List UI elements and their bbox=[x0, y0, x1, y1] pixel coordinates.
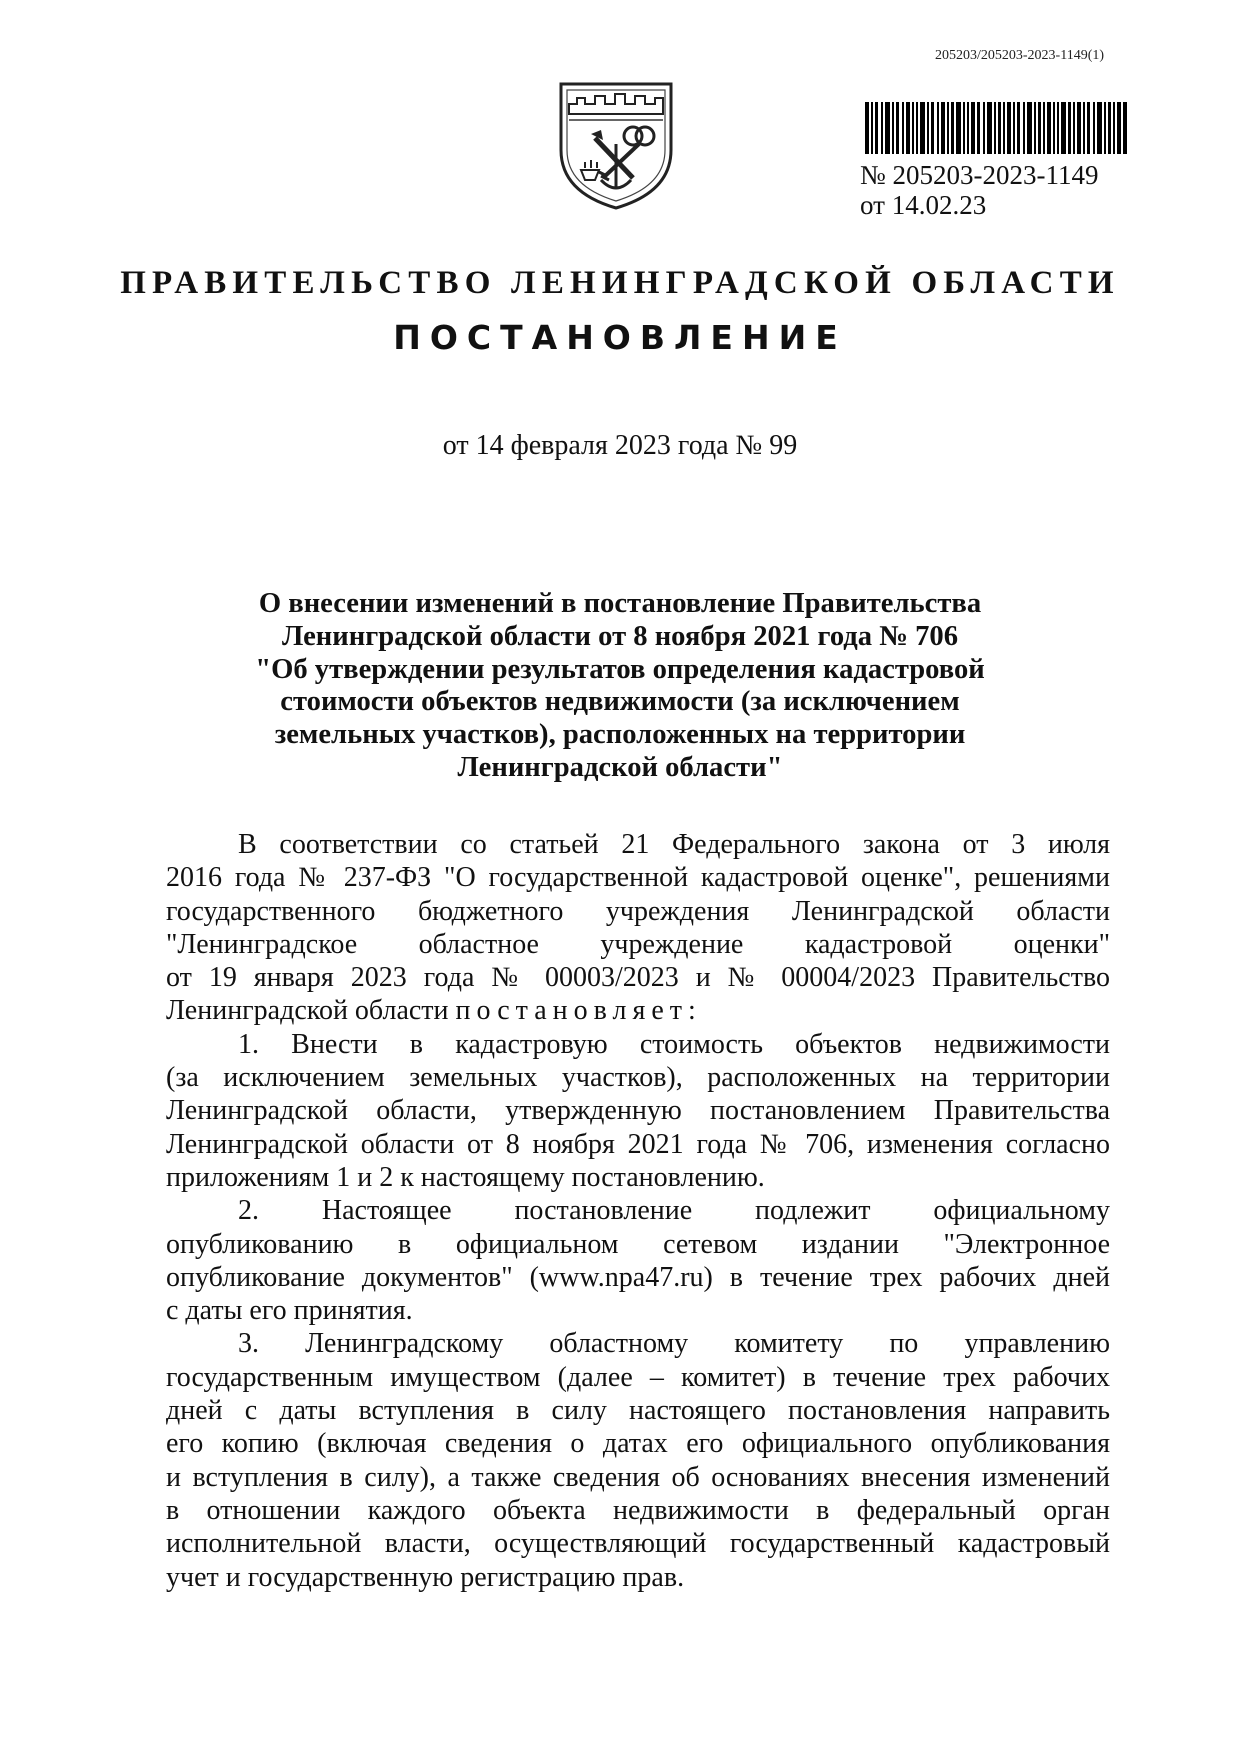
text-line: в отношении каждого объекта недвижимости в федеральный орган bbox=[166, 1494, 1110, 1526]
text-line: опубликованию в официальном сетевом издании "Электронное bbox=[166, 1228, 1110, 1260]
text-line: 3. Ленинградскому областному комитету по управлению bbox=[238, 1328, 1110, 1360]
text-line: 2016 года № 237-ФЗ "О государственной кадастровой оценке", решениями bbox=[166, 862, 1110, 894]
subject-line: земельных участков), расположенных на территории bbox=[274, 719, 966, 751]
document-body bbox=[166, 828, 1110, 1594]
text-line-part: Ленинградской области bbox=[166, 995, 449, 1027]
subject-line: Ленинградской области" bbox=[457, 751, 783, 783]
document-date-number: от 14 февраля 2023 года № 99 bbox=[442, 430, 798, 461]
preamble-paragraph bbox=[166, 828, 1110, 1028]
text-line: и вступления в силу), а также сведения об основаниях внесения изменений bbox=[166, 1461, 1110, 1493]
text-line: от 19 января 2023 года № 00003/2023 и № 00004/2023 Правительство bbox=[166, 962, 1110, 994]
text-line: приложениям 1 и 2 к настоящему постановлению. bbox=[166, 1161, 765, 1193]
text-line: "Ленинградское областное учреждение кадастровой оценки" bbox=[166, 928, 1110, 960]
text-line: 1. Внести в кадастровую стоимость объектов недвижимости bbox=[238, 1028, 1110, 1060]
document-type-title: ПОСТАНОВЛЕНИЕ bbox=[393, 318, 847, 357]
text-line: исполнительной власти, осуществляющий государственный кадастровый bbox=[166, 1528, 1110, 1560]
text-line: (за исключением земельных участков), расположенных на территории bbox=[166, 1062, 1110, 1094]
text-line: опубликование документов" (www.npa47.ru) в течение трех рабочих дней bbox=[166, 1261, 1110, 1293]
text-line: Ленинградской области, утвержденную постановлением Правительства bbox=[166, 1095, 1110, 1127]
government-title: ПРАВИТЕЛЬСТВО ЛЕНИНГРАДСКОЙ ОБЛАСТИ bbox=[120, 265, 1120, 301]
text-line: В соответствии со статьей 21 Федерального закона от 3 июля bbox=[238, 829, 1110, 860]
text-line: учет и государственную регистрацию прав. bbox=[166, 1561, 685, 1593]
text-line: государственным имуществом (далее – комитет) в течение трех рабочих bbox=[166, 1361, 1110, 1393]
barcode-icon bbox=[865, 102, 1127, 154]
item-3-paragraph bbox=[166, 1327, 1110, 1593]
text-line bbox=[166, 994, 1110, 1027]
subject-line: стоимости объектов недвижимости (за исключением bbox=[280, 686, 960, 718]
document-subject bbox=[240, 588, 1000, 785]
text-line: с даты его принятия. bbox=[166, 1295, 413, 1327]
item-1-paragraph bbox=[166, 1028, 1110, 1194]
resolves-word: постановляет: bbox=[455, 995, 702, 1027]
subject-line: О внесении изменений в постановление Правительства bbox=[258, 588, 982, 619]
registration-date: от 14.02.23 bbox=[860, 190, 987, 220]
text-line: дней с даты вступления в силу настоящего постановления направить bbox=[166, 1395, 1110, 1427]
subject-line: Ленинградской области от 8 ноября 2021 года № 706 bbox=[281, 620, 958, 652]
leningrad-oblast-coat-of-arms-icon bbox=[555, 80, 677, 212]
subject-line: "Об утверждении результатов определения кадастровой bbox=[255, 653, 985, 685]
text-line: 2. Настоящее постановление подлежит официальному bbox=[238, 1195, 1110, 1227]
registration-number: № 205203-2023-1149 bbox=[860, 160, 1099, 190]
text-line: государственного бюджетного учреждения Ленинградской области bbox=[166, 895, 1110, 927]
text-line: Ленинградской области от 8 ноября 2021 года № 706, изменения согласно bbox=[166, 1128, 1110, 1160]
item-2-paragraph bbox=[166, 1194, 1110, 1327]
text-line: его копию (включая сведения о датах его официального опубликования bbox=[166, 1428, 1110, 1460]
document-id: 205203/205203-2023-1149(1) bbox=[935, 48, 1105, 63]
